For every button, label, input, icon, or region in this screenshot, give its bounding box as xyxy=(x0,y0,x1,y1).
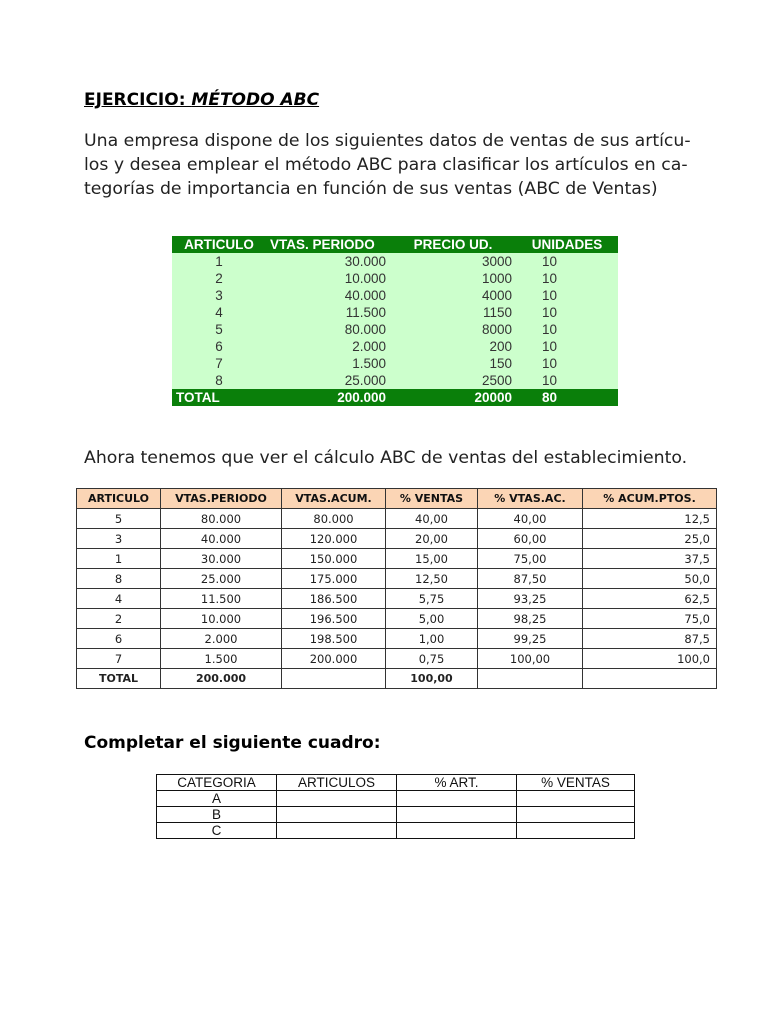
abc-table-cell: 8 xyxy=(77,569,161,589)
sales-table-row xyxy=(172,321,618,338)
abc-total-cell: 100,00 xyxy=(386,669,478,689)
abc-table-cell: 93,25 xyxy=(478,589,583,609)
sales-table-cell: 10 xyxy=(516,372,618,389)
sales-table-body xyxy=(172,253,618,389)
abc-table-cell: 5,75 xyxy=(386,589,478,609)
abc-table-cell: 25,0 xyxy=(583,529,717,549)
abc-table-cell: 62,5 xyxy=(583,589,717,609)
abc-table-cell: 120.000 xyxy=(282,529,386,549)
complete-heading: Completar el siguiente cuadro: xyxy=(84,733,381,753)
abc-total-cell xyxy=(478,669,583,689)
category-header-cell: % ART. xyxy=(397,775,517,791)
abc-table-cell: 2 xyxy=(77,609,161,629)
abc-table-cell: 3 xyxy=(77,529,161,549)
category-blank-cell[interactable] xyxy=(277,823,397,839)
abc-table-cell: 198.500 xyxy=(282,629,386,649)
sales-table-cell: 3 xyxy=(172,287,266,304)
abc-table-row xyxy=(77,529,717,549)
sales-header-cell: VTAS. PERIODO xyxy=(266,236,390,253)
sales-total-row xyxy=(172,389,618,406)
abc-table xyxy=(76,488,717,689)
sales-table-cell: 4000 xyxy=(390,287,516,304)
abc-subheading: Ahora tenemos que ver el cálculo ABC de ventas del establecimiento. xyxy=(84,448,688,468)
sales-table-row xyxy=(172,338,618,355)
abc-table-row xyxy=(77,629,717,649)
sales-table-cell: 150 xyxy=(390,355,516,372)
sales-table xyxy=(172,236,618,406)
abc-table-cell: 1.500 xyxy=(161,649,282,669)
sales-table-cell: 1 xyxy=(172,253,266,270)
abc-table-cell: 196.500 xyxy=(282,609,386,629)
abc-total-row xyxy=(77,669,717,689)
abc-table-cell: 1,00 xyxy=(386,629,478,649)
abc-table-cell: 60,00 xyxy=(478,529,583,549)
abc-table-cell: 80.000 xyxy=(161,509,282,529)
sales-total-cell: 80 xyxy=(516,389,618,406)
category-blank-cell[interactable] xyxy=(517,791,635,807)
category-header-row xyxy=(157,775,635,791)
sales-table-cell: 40.000 xyxy=(266,287,390,304)
sales-table-row xyxy=(172,270,618,287)
sales-table-cell: 2500 xyxy=(390,372,516,389)
abc-table-cell: 87,5 xyxy=(583,629,717,649)
sales-table-cell: 2.000 xyxy=(266,338,390,355)
sales-header-cell: PRECIO UD. xyxy=(390,236,516,253)
abc-header-cell: % ACUM.PTOS. xyxy=(583,489,717,509)
abc-table-row xyxy=(77,509,717,529)
abc-table-cell: 5,00 xyxy=(386,609,478,629)
category-blank-cell[interactable] xyxy=(517,823,635,839)
intro-paragraph xyxy=(84,129,724,201)
abc-table-cell: 11.500 xyxy=(161,589,282,609)
sales-table-cell: 30.000 xyxy=(266,253,390,270)
sales-table-cell: 10 xyxy=(516,253,618,270)
intro-line: Una empresa dispone de los siguientes datos de ventas de sus artícu- xyxy=(84,131,691,151)
sales-table-cell: 11.500 xyxy=(266,304,390,321)
category-blank-cell[interactable] xyxy=(397,791,517,807)
abc-header-cell: ARTICULO xyxy=(77,489,161,509)
sales-header-cell: UNIDADES xyxy=(516,236,618,253)
sales-table-row xyxy=(172,355,618,372)
abc-table-cell: 12,50 xyxy=(386,569,478,589)
category-row xyxy=(157,791,635,807)
abc-table-row xyxy=(77,569,717,589)
abc-table-cell: 75,00 xyxy=(478,549,583,569)
sales-total-cell: 20000 xyxy=(390,389,516,406)
category-label-cell: A xyxy=(157,791,277,807)
category-blank-cell[interactable] xyxy=(277,791,397,807)
abc-table-cell: 98,25 xyxy=(478,609,583,629)
sales-table-row xyxy=(172,253,618,270)
abc-table-cell: 10.000 xyxy=(161,609,282,629)
sales-table-row xyxy=(172,372,618,389)
intro-line: tegorías de importancia en función de sus ventas (ABC de Ventas) xyxy=(84,179,658,199)
abc-table-cell: 175.000 xyxy=(282,569,386,589)
sales-table-cell: 10 xyxy=(516,355,618,372)
abc-header-cell: % VENTAS xyxy=(386,489,478,509)
sales-table-cell: 10 xyxy=(516,287,618,304)
category-blank-cell[interactable] xyxy=(517,807,635,823)
abc-table-cell: 40,00 xyxy=(386,509,478,529)
category-label-cell: C xyxy=(157,823,277,839)
abc-table-cell: 6 xyxy=(77,629,161,649)
abc-table-cell: 7 xyxy=(77,649,161,669)
abc-total-cell xyxy=(282,669,386,689)
category-header-cell: CATEGORIA xyxy=(157,775,277,791)
abc-table-cell: 40,00 xyxy=(478,509,583,529)
abc-table-cell: 200.000 xyxy=(282,649,386,669)
abc-total-cell: TOTAL xyxy=(77,669,161,689)
sales-table-cell: 5 xyxy=(172,321,266,338)
abc-table-cell: 100,0 xyxy=(583,649,717,669)
sales-total-cell: TOTAL xyxy=(172,389,266,406)
abc-table-body xyxy=(77,509,717,669)
sales-table-cell: 8 xyxy=(172,372,266,389)
sales-table-cell: 3000 xyxy=(390,253,516,270)
sales-table-cell: 1.500 xyxy=(266,355,390,372)
abc-table-cell: 87,50 xyxy=(478,569,583,589)
sales-table-cell: 8000 xyxy=(390,321,516,338)
abc-table-cell: 100,00 xyxy=(478,649,583,669)
category-blank-cell[interactable] xyxy=(277,807,397,823)
sales-table-cell: 10 xyxy=(516,338,618,355)
abc-total-cell xyxy=(583,669,717,689)
abc-table-header-row xyxy=(77,489,717,509)
abc-table-cell: 30.000 xyxy=(161,549,282,569)
abc-table-cell: 40.000 xyxy=(161,529,282,549)
abc-table-row xyxy=(77,609,717,629)
abc-table-cell: 75,0 xyxy=(583,609,717,629)
abc-header-cell: VTAS.ACUM. xyxy=(282,489,386,509)
abc-table-cell: 12,5 xyxy=(583,509,717,529)
abc-table-cell: 25.000 xyxy=(161,569,282,589)
sales-table-row xyxy=(172,304,618,321)
abc-table-cell: 1 xyxy=(77,549,161,569)
abc-table-row xyxy=(77,549,717,569)
sales-header-cell: ARTICULO xyxy=(172,236,266,253)
category-blank-cell[interactable] xyxy=(397,823,517,839)
abc-table-cell: 2.000 xyxy=(161,629,282,649)
category-header-cell: % VENTAS xyxy=(517,775,635,791)
abc-header-cell: % VTAS.AC. xyxy=(478,489,583,509)
abc-table-row xyxy=(77,589,717,609)
intro-line: los y desea emplear el método ABC para clasificar los artículos en ca- xyxy=(84,155,688,175)
sales-table-header-row xyxy=(172,236,618,253)
sales-table-cell: 2 xyxy=(172,270,266,287)
sales-table-cell: 10 xyxy=(516,270,618,287)
exercise-title xyxy=(84,90,319,110)
sales-table-cell: 6 xyxy=(172,338,266,355)
sales-total-cell: 200.000 xyxy=(266,389,390,406)
sales-table-cell: 7 xyxy=(172,355,266,372)
abc-table-cell: 50,0 xyxy=(583,569,717,589)
abc-table-cell: 37,5 xyxy=(583,549,717,569)
abc-table-cell: 80.000 xyxy=(282,509,386,529)
abc-header-cell: VTAS.PERIODO xyxy=(161,489,282,509)
category-header-cell: ARTICULOS xyxy=(277,775,397,791)
category-table xyxy=(156,774,635,839)
category-blank-cell[interactable] xyxy=(397,807,517,823)
abc-table-cell: 4 xyxy=(77,589,161,609)
title-emphasis: MÉTODO ABC xyxy=(191,90,320,110)
abc-table-cell: 15,00 xyxy=(386,549,478,569)
title-prefix: EJERCICIO: xyxy=(84,90,192,110)
category-row xyxy=(157,807,635,823)
sales-table-cell: 1150 xyxy=(390,304,516,321)
abc-table-cell: 99,25 xyxy=(478,629,583,649)
abc-table-cell: 5 xyxy=(77,509,161,529)
abc-table-cell: 186.500 xyxy=(282,589,386,609)
abc-table-cell: 0,75 xyxy=(386,649,478,669)
sales-table-cell: 10 xyxy=(516,321,618,338)
category-table-body xyxy=(157,791,635,839)
abc-table-row xyxy=(77,649,717,669)
sales-table-cell: 80.000 xyxy=(266,321,390,338)
sales-table-cell: 10.000 xyxy=(266,270,390,287)
sales-table-cell: 200 xyxy=(390,338,516,355)
abc-total-cell: 200.000 xyxy=(161,669,282,689)
abc-table-cell: 150.000 xyxy=(282,549,386,569)
sales-table-cell: 25.000 xyxy=(266,372,390,389)
category-row xyxy=(157,823,635,839)
sales-table-cell: 4 xyxy=(172,304,266,321)
abc-table-cell: 20,00 xyxy=(386,529,478,549)
category-label-cell: B xyxy=(157,807,277,823)
sales-table-cell: 1000 xyxy=(390,270,516,287)
sales-table-cell: 10 xyxy=(516,304,618,321)
sales-table-row xyxy=(172,287,618,304)
